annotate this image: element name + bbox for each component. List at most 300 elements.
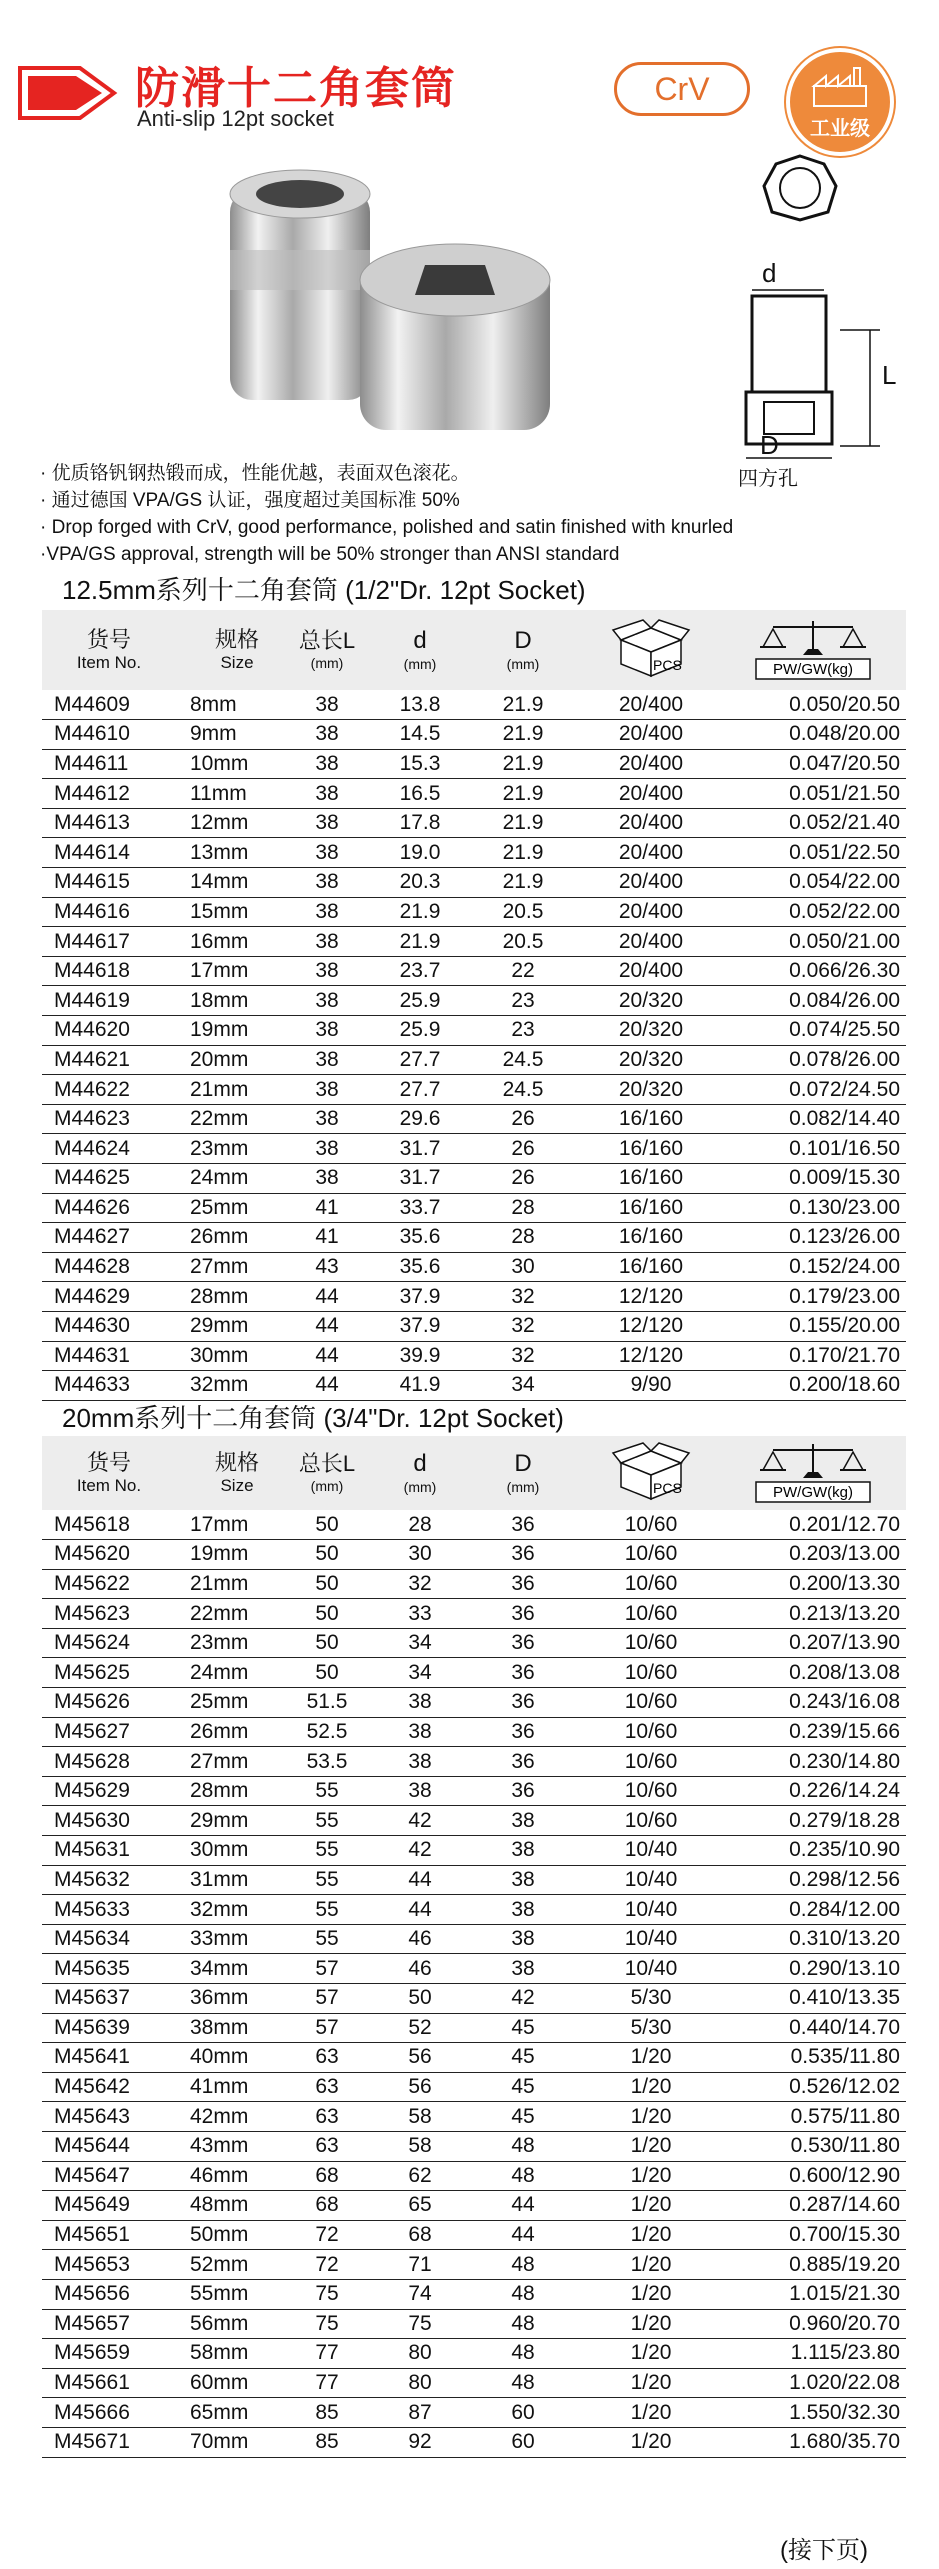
pcs-cell: 1/20 bbox=[576, 2102, 726, 2132]
item-number-cell: M45618 bbox=[42, 1510, 164, 1540]
weight-cell: 0.960/20.70 bbox=[726, 2309, 906, 2339]
table-row bbox=[42, 2013, 906, 2043]
item-number-cell: M45632 bbox=[42, 1865, 164, 1895]
carton-box-icon bbox=[611, 1441, 691, 1501]
table-row bbox=[42, 2131, 906, 2161]
length-cell: 38 bbox=[284, 690, 370, 720]
inner-d-cell: 19.0 bbox=[370, 838, 470, 868]
spec-table-body bbox=[42, 1510, 906, 2457]
table-row bbox=[42, 2279, 906, 2309]
size-cell: 70mm bbox=[164, 2427, 284, 2457]
col-pw-gw bbox=[726, 610, 906, 690]
length-cell: 75 bbox=[284, 2309, 370, 2339]
length-cell: 50 bbox=[284, 1569, 370, 1599]
outer-d-cell: 36 bbox=[470, 1599, 576, 1629]
length-cell: 38 bbox=[284, 808, 370, 838]
size-cell: 8mm bbox=[164, 690, 284, 720]
table-row bbox=[42, 1104, 906, 1134]
weight-cell: 1.115/23.80 bbox=[726, 2339, 906, 2369]
item-number-cell: M44612 bbox=[42, 779, 164, 809]
weight-cell: 0.052/22.00 bbox=[726, 897, 906, 927]
pcs-cell: 10/40 bbox=[576, 1924, 726, 1954]
weight-cell: 0.284/12.00 bbox=[726, 1895, 906, 1925]
item-number-cell: M45630 bbox=[42, 1806, 164, 1836]
inner-d-cell: 21.9 bbox=[370, 897, 470, 927]
item-number-cell: M44618 bbox=[42, 956, 164, 986]
length-cell: 68 bbox=[284, 2191, 370, 2221]
item-number-cell: M44615 bbox=[42, 868, 164, 898]
item-number-cell: M44610 bbox=[42, 720, 164, 750]
outer-d-cell: 45 bbox=[470, 2043, 576, 2073]
item-number-cell: M45644 bbox=[42, 2131, 164, 2161]
table-row bbox=[42, 927, 906, 957]
item-number-cell: M45637 bbox=[42, 1984, 164, 2014]
length-cell: 38 bbox=[284, 749, 370, 779]
size-cell: 10mm bbox=[164, 749, 284, 779]
length-cell: 50 bbox=[284, 1599, 370, 1629]
table-row bbox=[42, 1193, 906, 1223]
inner-d-cell: 58 bbox=[370, 2102, 470, 2132]
pcs-cell: 20/320 bbox=[576, 1045, 726, 1075]
inner-d-cell: 33 bbox=[370, 1599, 470, 1629]
length-cell: 51.5 bbox=[284, 1688, 370, 1718]
inner-d-cell: 35.6 bbox=[370, 1252, 470, 1282]
outer-d-cell: 36 bbox=[470, 1776, 576, 1806]
pcs-cell: 20/400 bbox=[576, 808, 726, 838]
length-cell: 75 bbox=[284, 2279, 370, 2309]
outer-d-cell: 21.9 bbox=[470, 749, 576, 779]
pcs-cell: 10/60 bbox=[576, 1658, 726, 1688]
length-cell: 63 bbox=[284, 2072, 370, 2102]
pcs-cell: 1/20 bbox=[576, 2161, 726, 2191]
outer-d-cell: 21.9 bbox=[470, 690, 576, 720]
item-number-cell: M44620 bbox=[42, 1016, 164, 1046]
size-cell: 14mm bbox=[164, 868, 284, 898]
header bbox=[0, 0, 939, 140]
outer-d-cell: 44 bbox=[470, 2191, 576, 2221]
size-cell: 13mm bbox=[164, 838, 284, 868]
pcs-cell: 20/400 bbox=[576, 838, 726, 868]
pcs-cell: 10/40 bbox=[576, 1865, 726, 1895]
outer-d-cell: 45 bbox=[470, 2013, 576, 2043]
scale-icon bbox=[748, 1438, 878, 1504]
length-cell: 38 bbox=[284, 1045, 370, 1075]
size-cell: 43mm bbox=[164, 2131, 284, 2161]
inner-d-cell: 27.7 bbox=[370, 1075, 470, 1105]
inner-d-cell: 58 bbox=[370, 2131, 470, 2161]
weight-cell: 0.203/13.00 bbox=[726, 1540, 906, 1570]
length-cell: 41 bbox=[284, 1193, 370, 1223]
pcs-cell: 20/400 bbox=[576, 779, 726, 809]
pcs-cell: 5/30 bbox=[576, 2013, 726, 2043]
inner-d-cell: 34 bbox=[370, 1658, 470, 1688]
size-cell: 32mm bbox=[164, 1371, 284, 1401]
weight-cell: 0.179/23.00 bbox=[726, 1282, 906, 1312]
outer-d-cell: 45 bbox=[470, 2102, 576, 2132]
inner-d-cell: 14.5 bbox=[370, 720, 470, 750]
table-row bbox=[42, 2427, 906, 2457]
table-row bbox=[42, 1371, 906, 1401]
length-cell: 38 bbox=[284, 1104, 370, 1134]
pcs-cell: 1/20 bbox=[576, 2131, 726, 2161]
outer-d-cell: 38 bbox=[470, 1836, 576, 1866]
inner-d-cell: 23.7 bbox=[370, 956, 470, 986]
weight-cell: 0.440/14.70 bbox=[726, 2013, 906, 2043]
length-cell: 38 bbox=[284, 1164, 370, 1194]
col-length: 总长L (mm) bbox=[284, 610, 370, 690]
outer-d-cell: 24.5 bbox=[470, 1075, 576, 1105]
item-number-cell: M45657 bbox=[42, 2309, 164, 2339]
outer-d-cell: 28 bbox=[470, 1193, 576, 1223]
pcs-cell: 10/60 bbox=[576, 1599, 726, 1629]
outer-d-cell: 42 bbox=[470, 1984, 576, 2014]
outer-d-cell: 28 bbox=[470, 1223, 576, 1253]
weight-cell: 0.123/26.00 bbox=[726, 1223, 906, 1253]
item-number-cell: M44625 bbox=[42, 1164, 164, 1194]
weight-cell: 0.526/12.02 bbox=[726, 2072, 906, 2102]
table-row bbox=[42, 1045, 906, 1075]
item-number-cell: M45634 bbox=[42, 1924, 164, 1954]
table-row bbox=[42, 1164, 906, 1194]
item-number-cell: M44630 bbox=[42, 1311, 164, 1341]
outer-d-cell: 24.5 bbox=[470, 1045, 576, 1075]
weight-cell: 0.050/20.50 bbox=[726, 690, 906, 720]
size-cell: 55mm bbox=[164, 2279, 284, 2309]
pcs-cell: 12/120 bbox=[576, 1282, 726, 1312]
size-cell: 42mm bbox=[164, 2102, 284, 2132]
pcs-cell: 20/320 bbox=[576, 986, 726, 1016]
item-number-cell: M44628 bbox=[42, 1252, 164, 1282]
inner-d-cell: 42 bbox=[370, 1806, 470, 1836]
item-number-cell: M45656 bbox=[42, 2279, 164, 2309]
pcs-label: PCS bbox=[653, 656, 682, 673]
item-number-cell: M44631 bbox=[42, 1341, 164, 1371]
pwgw-label: PW/GW(kg) bbox=[773, 1483, 853, 1501]
inner-d-cell: 38 bbox=[370, 1747, 470, 1777]
outer-d-cell: 36 bbox=[470, 1569, 576, 1599]
inner-d-cell: 25.9 bbox=[370, 986, 470, 1016]
weight-cell: 0.535/11.80 bbox=[726, 2043, 906, 2073]
length-cell: 85 bbox=[284, 2427, 370, 2457]
pcs-cell: 1/20 bbox=[576, 2279, 726, 2309]
size-cell: 38mm bbox=[164, 2013, 284, 2043]
col-pcs bbox=[576, 610, 726, 690]
item-number-cell: M44627 bbox=[42, 1223, 164, 1253]
pcs-cell: 10/60 bbox=[576, 1540, 726, 1570]
item-number-cell: M45635 bbox=[42, 1954, 164, 1984]
inner-d-cell: 37.9 bbox=[370, 1311, 470, 1341]
item-number-cell: M44624 bbox=[42, 1134, 164, 1164]
inner-d-cell: 56 bbox=[370, 2043, 470, 2073]
section-title-half-inch: 12.5mm系列十二角套筒 (1/2"Dr. 12pt Socket) bbox=[62, 575, 586, 605]
table-row bbox=[42, 1776, 906, 1806]
size-cell: 25mm bbox=[164, 1688, 284, 1718]
table-row bbox=[42, 2250, 906, 2280]
inner-d-cell: 34 bbox=[370, 1628, 470, 1658]
table-row bbox=[42, 1282, 906, 1312]
weight-cell: 0.052/21.40 bbox=[726, 808, 906, 838]
weight-cell: 0.530/11.80 bbox=[726, 2131, 906, 2161]
outer-d-cell: 38 bbox=[470, 1924, 576, 1954]
table-row bbox=[42, 720, 906, 750]
weight-cell: 0.084/26.00 bbox=[726, 986, 906, 1016]
outer-d-cell: 26 bbox=[470, 1104, 576, 1134]
feature-line: · Drop forged with CrV, good performance, polished and satin finished with knurled bbox=[40, 517, 734, 538]
inner-d-cell: 28 bbox=[370, 1510, 470, 1540]
table-row bbox=[42, 1984, 906, 2014]
size-cell: 20mm bbox=[164, 1045, 284, 1075]
table-row bbox=[42, 1806, 906, 1836]
inner-d-cell: 46 bbox=[370, 1924, 470, 1954]
length-cell: 72 bbox=[284, 2250, 370, 2280]
table-row bbox=[42, 779, 906, 809]
length-cell: 44 bbox=[284, 1311, 370, 1341]
size-cell: 19mm bbox=[164, 1540, 284, 1570]
weight-cell: 1.020/22.08 bbox=[726, 2368, 906, 2398]
col-size: 规格 Size bbox=[164, 1436, 284, 1510]
item-number-cell: M45659 bbox=[42, 2339, 164, 2369]
weight-cell: 0.009/15.30 bbox=[726, 1164, 906, 1194]
table-row bbox=[42, 1341, 906, 1371]
item-number-cell: M45643 bbox=[42, 2102, 164, 2132]
size-cell: 29mm bbox=[164, 1311, 284, 1341]
item-number-cell: M45639 bbox=[42, 2013, 164, 2043]
item-number-cell: M45653 bbox=[42, 2250, 164, 2280]
size-cell: 24mm bbox=[164, 1164, 284, 1194]
diagram-label-L: L bbox=[882, 360, 897, 390]
inner-d-cell: 65 bbox=[370, 2191, 470, 2221]
weight-cell: 0.155/20.00 bbox=[726, 1311, 906, 1341]
pcs-cell: 20/400 bbox=[576, 927, 726, 957]
length-cell: 38 bbox=[284, 1016, 370, 1046]
pcs-cell: 12/120 bbox=[576, 1341, 726, 1371]
size-cell: 11mm bbox=[164, 779, 284, 809]
pcs-cell: 1/20 bbox=[576, 2368, 726, 2398]
pcs-cell: 1/20 bbox=[576, 2043, 726, 2073]
weight-cell: 0.072/24.50 bbox=[726, 1075, 906, 1105]
red-arrow-icon bbox=[18, 64, 118, 122]
outer-d-cell: 26 bbox=[470, 1164, 576, 1194]
inner-d-cell: 20.3 bbox=[370, 868, 470, 898]
length-cell: 50 bbox=[284, 1658, 370, 1688]
col-item: 货号 Item No. bbox=[42, 610, 164, 690]
weight-cell: 0.700/15.30 bbox=[726, 2220, 906, 2250]
length-cell: 57 bbox=[284, 1954, 370, 1984]
outer-d-cell: 23 bbox=[470, 986, 576, 1016]
weight-cell: 0.051/21.50 bbox=[726, 779, 906, 809]
pcs-cell: 1/20 bbox=[576, 2191, 726, 2221]
table-row bbox=[42, 838, 906, 868]
page-subtitle: Anti-slip 12pt socket bbox=[137, 106, 334, 131]
outer-d-cell: 30 bbox=[470, 1252, 576, 1282]
table-row bbox=[42, 1510, 906, 1540]
weight-cell: 0.200/13.30 bbox=[726, 1569, 906, 1599]
item-number-cell: M44609 bbox=[42, 690, 164, 720]
pcs-cell: 16/160 bbox=[576, 1223, 726, 1253]
length-cell: 63 bbox=[284, 2043, 370, 2073]
item-number-cell: M45661 bbox=[42, 2368, 164, 2398]
table-row bbox=[42, 1540, 906, 1570]
pcs-cell: 1/20 bbox=[576, 2427, 726, 2457]
length-cell: 38 bbox=[284, 1075, 370, 1105]
inner-d-cell: 56 bbox=[370, 2072, 470, 2102]
weight-cell: 0.575/11.80 bbox=[726, 2102, 906, 2132]
col-pcs bbox=[576, 1436, 726, 1510]
outer-d-cell: 23 bbox=[470, 1016, 576, 1046]
outer-d-cell: 48 bbox=[470, 2131, 576, 2161]
inner-d-cell: 52 bbox=[370, 2013, 470, 2043]
length-cell: 68 bbox=[284, 2161, 370, 2191]
weight-cell: 0.235/10.90 bbox=[726, 1836, 906, 1866]
table-row bbox=[42, 1924, 906, 1954]
col-length: 总长L (mm) bbox=[284, 1436, 370, 1510]
table-row bbox=[42, 2339, 906, 2369]
length-cell: 55 bbox=[284, 1895, 370, 1925]
outer-d-cell: 32 bbox=[470, 1311, 576, 1341]
length-cell: 44 bbox=[284, 1282, 370, 1312]
weight-cell: 0.239/15.66 bbox=[726, 1717, 906, 1747]
table-row bbox=[42, 2072, 906, 2102]
weight-cell: 0.298/12.56 bbox=[726, 1865, 906, 1895]
outer-d-cell: 32 bbox=[470, 1341, 576, 1371]
size-cell: 28mm bbox=[164, 1282, 284, 1312]
length-cell: 38 bbox=[284, 927, 370, 957]
weight-cell: 0.078/26.00 bbox=[726, 1045, 906, 1075]
pcs-cell: 10/40 bbox=[576, 1836, 726, 1866]
length-cell: 38 bbox=[284, 720, 370, 750]
item-number-cell: M44611 bbox=[42, 749, 164, 779]
item-number-cell: M45666 bbox=[42, 2398, 164, 2428]
length-cell: 77 bbox=[284, 2368, 370, 2398]
size-cell: 17mm bbox=[164, 956, 284, 986]
socket-dimension-diagram bbox=[700, 140, 900, 485]
table-row bbox=[42, 1688, 906, 1718]
inner-d-cell: 87 bbox=[370, 2398, 470, 2428]
table-row bbox=[42, 1747, 906, 1777]
table-row bbox=[42, 1569, 906, 1599]
inner-d-cell: 15.3 bbox=[370, 749, 470, 779]
length-cell: 55 bbox=[284, 1836, 370, 1866]
table-row bbox=[42, 690, 906, 720]
outer-d-cell: 36 bbox=[470, 1510, 576, 1540]
length-cell: 50 bbox=[284, 1628, 370, 1658]
feature-line: ·VPA/GS approval, strength will be 50% stronger than ANSI standard bbox=[40, 544, 620, 565]
length-cell: 63 bbox=[284, 2102, 370, 2132]
scale-icon bbox=[748, 615, 878, 681]
pcs-cell: 1/20 bbox=[576, 2309, 726, 2339]
carton-box-icon bbox=[611, 618, 691, 678]
inner-d-cell: 27.7 bbox=[370, 1045, 470, 1075]
outer-d-cell: 38 bbox=[470, 1895, 576, 1925]
inner-d-cell: 29.6 bbox=[370, 1104, 470, 1134]
outer-d-cell: 36 bbox=[470, 1628, 576, 1658]
weight-cell: 0.290/13.10 bbox=[726, 1954, 906, 1984]
pcs-label: PCS bbox=[653, 1479, 682, 1496]
table-row bbox=[42, 897, 906, 927]
length-cell: 52.5 bbox=[284, 1717, 370, 1747]
spec-table-half-inch bbox=[42, 610, 906, 1401]
outer-d-cell: 21.9 bbox=[470, 868, 576, 898]
weight-cell: 0.243/16.08 bbox=[726, 1688, 906, 1718]
length-cell: 57 bbox=[284, 2013, 370, 2043]
length-cell: 38 bbox=[284, 956, 370, 986]
length-cell: 63 bbox=[284, 2131, 370, 2161]
size-cell: 23mm bbox=[164, 1134, 284, 1164]
factory-icon bbox=[810, 66, 870, 110]
length-cell: 38 bbox=[284, 1134, 370, 1164]
size-cell: 15mm bbox=[164, 897, 284, 927]
length-cell: 50 bbox=[284, 1540, 370, 1570]
outer-d-cell: 38 bbox=[470, 1806, 576, 1836]
outer-d-cell: 21.9 bbox=[470, 779, 576, 809]
length-cell: 43 bbox=[284, 1252, 370, 1282]
outer-d-cell: 36 bbox=[470, 1658, 576, 1688]
weight-cell: 0.048/20.00 bbox=[726, 720, 906, 750]
pcs-cell: 20/320 bbox=[576, 1075, 726, 1105]
size-cell: 26mm bbox=[164, 1717, 284, 1747]
outer-d-cell: 21.9 bbox=[470, 720, 576, 750]
diagram-caption: 四方孔 bbox=[738, 468, 798, 490]
feature-line: · 通过德国 VPA/GS 认证，强度超过美国标准 50% bbox=[40, 490, 460, 511]
pcs-cell: 10/60 bbox=[576, 1717, 726, 1747]
item-number-cell: M45641 bbox=[42, 2043, 164, 2073]
inner-d-cell: 38 bbox=[370, 1688, 470, 1718]
table-row bbox=[42, 1311, 906, 1341]
table-row bbox=[42, 2220, 906, 2250]
length-cell: 44 bbox=[284, 1341, 370, 1371]
table-row bbox=[42, 1252, 906, 1282]
weight-cell: 0.170/21.70 bbox=[726, 1341, 906, 1371]
inner-d-cell: 68 bbox=[370, 2220, 470, 2250]
outer-d-cell: 48 bbox=[470, 2161, 576, 2191]
weight-cell: 0.101/16.50 bbox=[726, 1134, 906, 1164]
outer-d-cell: 32 bbox=[470, 1282, 576, 1312]
weight-cell: 0.066/26.30 bbox=[726, 956, 906, 986]
diagram-label-d: d bbox=[762, 258, 777, 288]
table-row bbox=[42, 1895, 906, 1925]
item-number-cell: M45620 bbox=[42, 1540, 164, 1570]
size-cell: 48mm bbox=[164, 2191, 284, 2221]
size-cell: 46mm bbox=[164, 2161, 284, 2191]
size-cell: 22mm bbox=[164, 1104, 284, 1134]
inner-d-cell: 38 bbox=[370, 1717, 470, 1747]
size-cell: 65mm bbox=[164, 2398, 284, 2428]
table-row bbox=[42, 1599, 906, 1629]
size-cell: 25mm bbox=[164, 1193, 284, 1223]
inner-d-cell: 80 bbox=[370, 2339, 470, 2369]
size-cell: 21mm bbox=[164, 1075, 284, 1105]
outer-d-cell: 60 bbox=[470, 2398, 576, 2428]
socket-product-photo bbox=[210, 160, 590, 440]
length-cell: 85 bbox=[284, 2398, 370, 2428]
size-cell: 30mm bbox=[164, 1341, 284, 1371]
table-row bbox=[42, 2191, 906, 2221]
table-row bbox=[42, 1717, 906, 1747]
length-cell: 44 bbox=[284, 1371, 370, 1401]
pcs-cell: 20/320 bbox=[576, 1016, 726, 1046]
item-number-cell: M45622 bbox=[42, 1569, 164, 1599]
weight-cell: 0.050/21.00 bbox=[726, 927, 906, 957]
item-number-cell: M45649 bbox=[42, 2191, 164, 2221]
outer-d-cell: 21.9 bbox=[470, 838, 576, 868]
size-cell: 41mm bbox=[164, 2072, 284, 2102]
pcs-cell: 10/60 bbox=[576, 1688, 726, 1718]
outer-d-cell: 48 bbox=[470, 2309, 576, 2339]
size-cell: 16mm bbox=[164, 927, 284, 957]
pcs-cell: 10/60 bbox=[576, 1806, 726, 1836]
item-number-cell: M44623 bbox=[42, 1104, 164, 1134]
outer-d-cell: 20.5 bbox=[470, 927, 576, 957]
